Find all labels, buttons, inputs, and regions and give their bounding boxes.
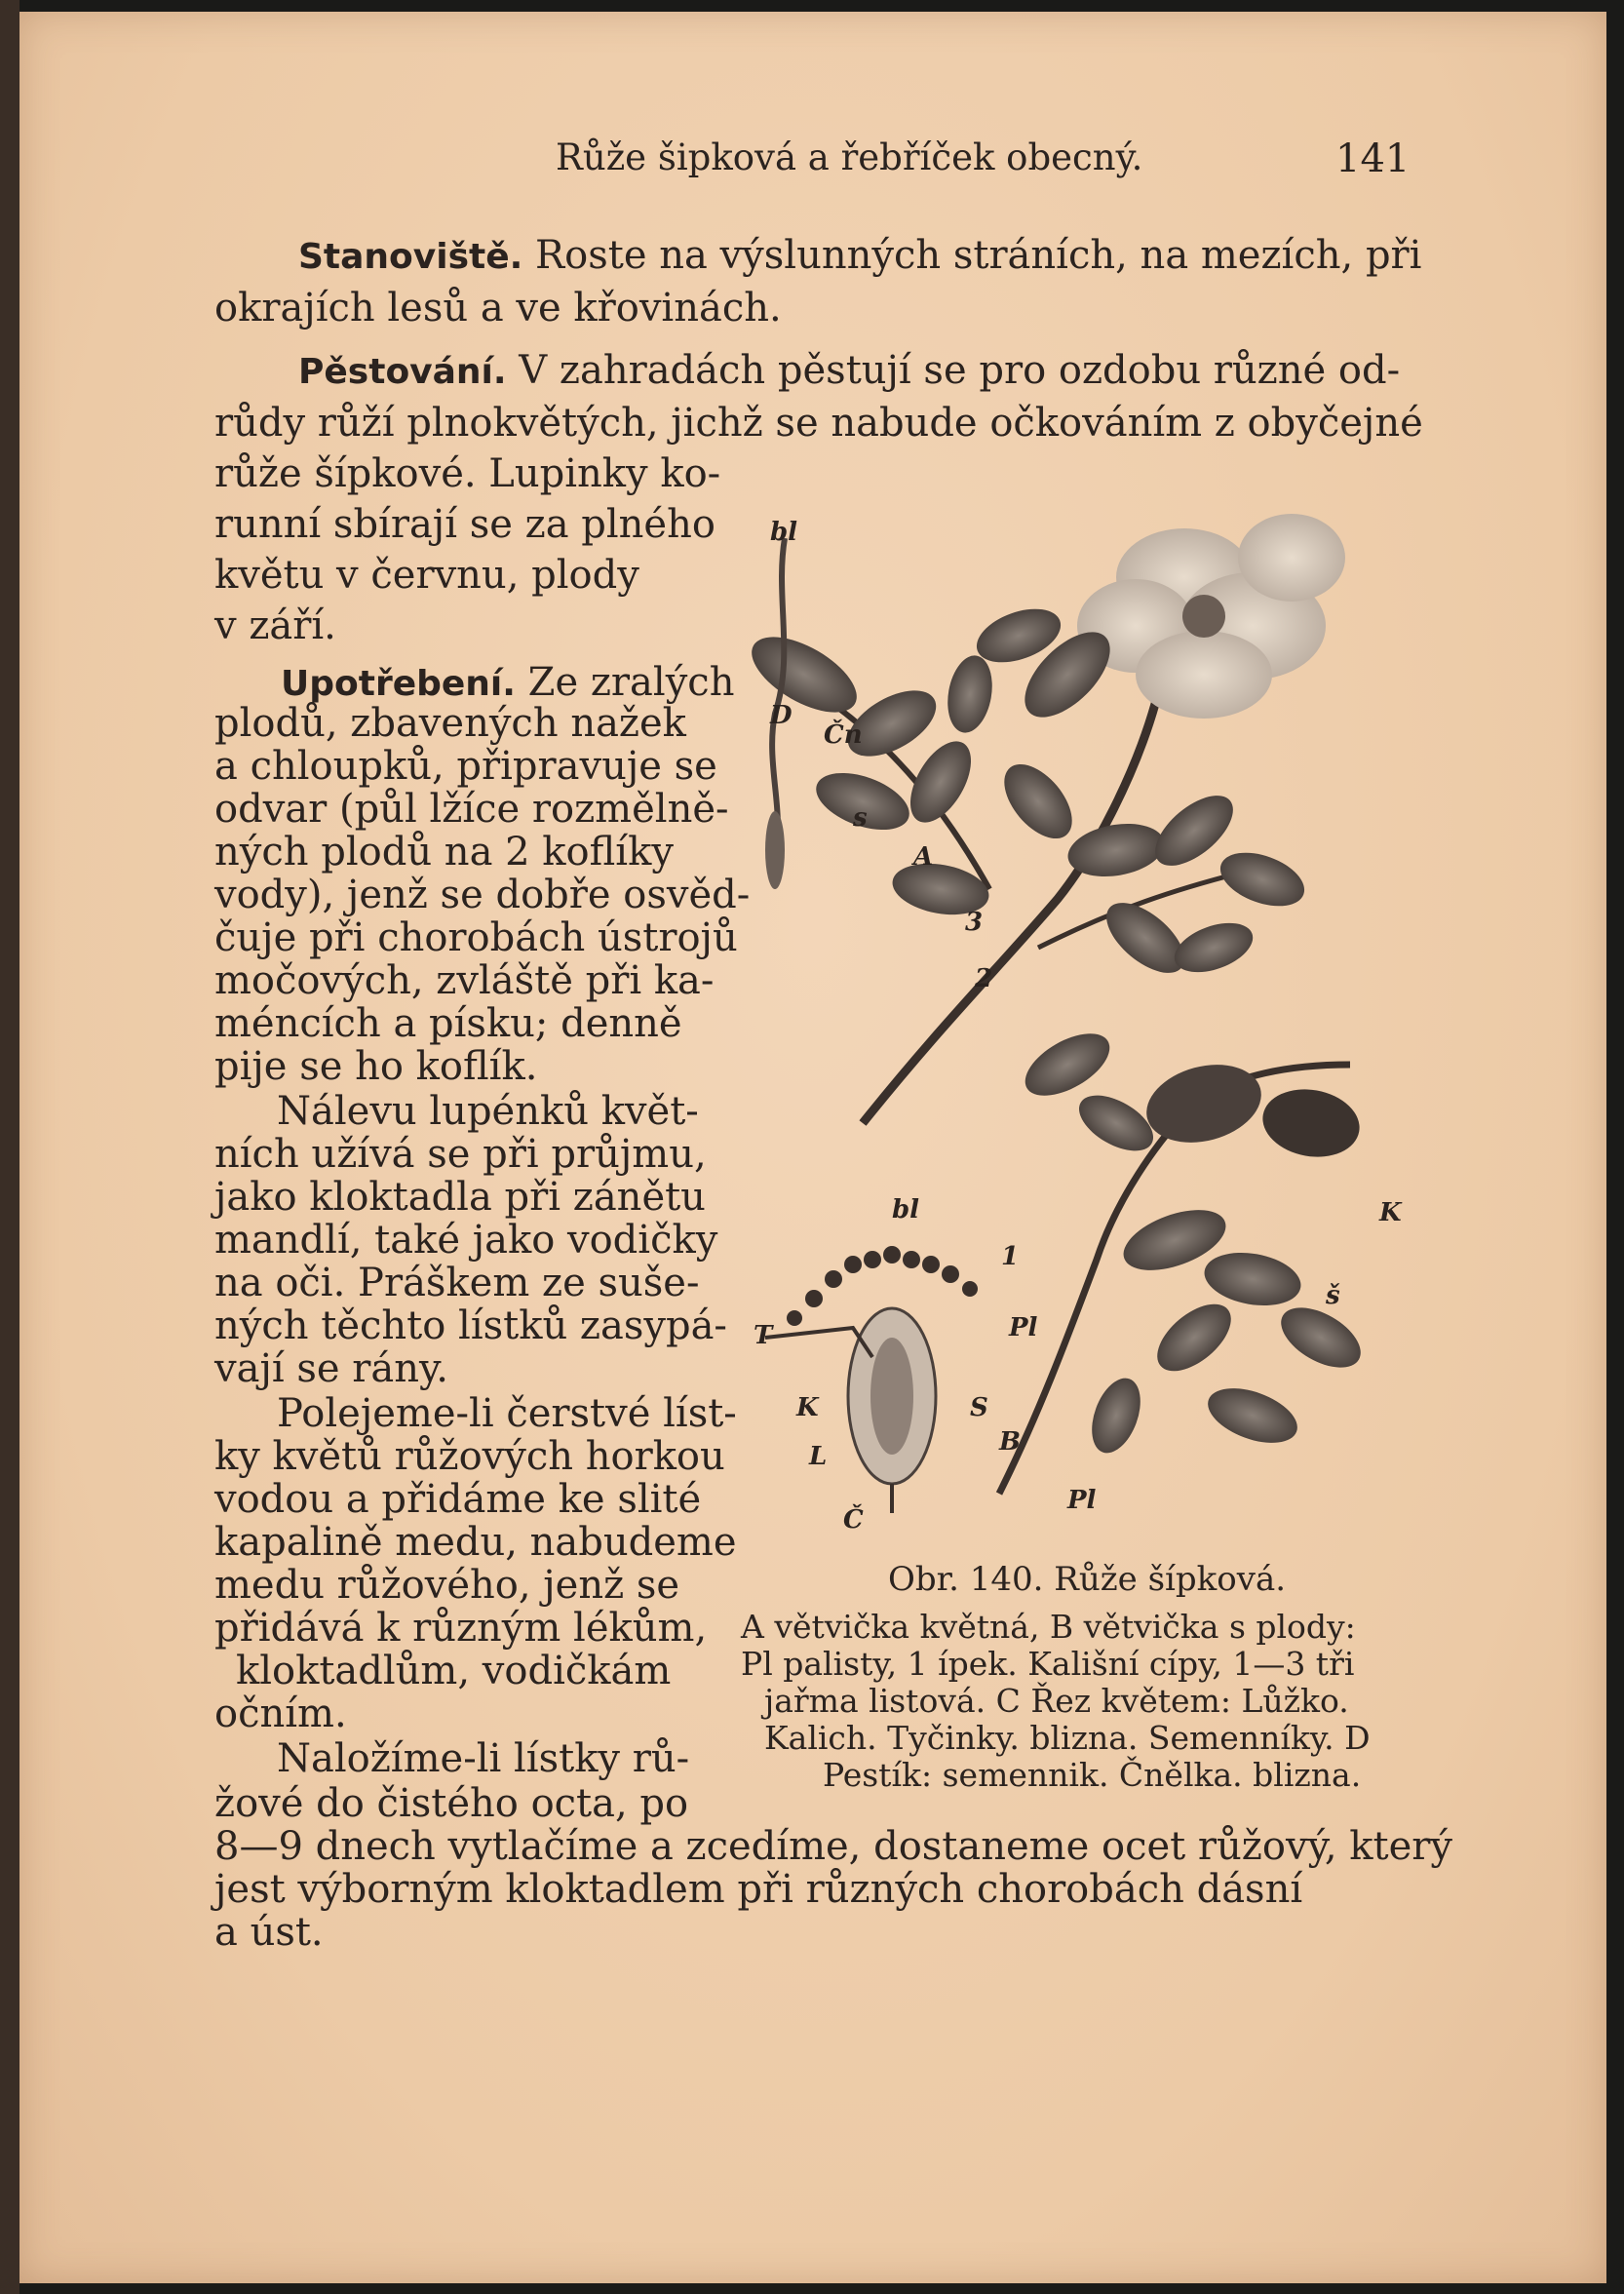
figure-label: Čn — [824, 720, 863, 750]
paragraph-line: mandlí, také jako vodičky — [214, 1218, 718, 1263]
paragraph-line: jest výborným kloktadlem při různých chorobách dásní — [214, 1867, 1303, 1912]
paragraph-line: žové do čistého octa, po — [214, 1781, 689, 1826]
caption-line: jařma listová. C Řez květem: Lůžko. — [764, 1682, 1349, 1720]
text-run: Roste na výslunných stráních, na mezích, při — [535, 233, 1422, 278]
paragraph-line: jako kloktadla při zánětu — [214, 1175, 706, 1220]
paragraph-line: ných plodů na 2 koflíky — [214, 830, 674, 875]
figure-label: Č — [843, 1505, 864, 1535]
paragraph-line: a chloupků, připravuje se — [214, 744, 717, 789]
caption-line: Pl palisty, 1 ípek. Kališní cípy, 1—3 tři — [741, 1645, 1355, 1683]
paragraph-line: vody), jenž se dobře osvěd- — [214, 873, 751, 917]
figure-label: Pl — [1009, 1313, 1038, 1342]
paragraph-line: růdy růží plnokvětých, jichž se nabude očkováním z obyčejné — [214, 401, 1423, 446]
paragraph-line — [298, 234, 1425, 279]
figure-label: B — [999, 1427, 1021, 1457]
figure-label: K — [1379, 1198, 1402, 1227]
paragraph-line: méncích a písku; denně — [214, 1001, 682, 1046]
figure-label: 3 — [965, 908, 984, 937]
figure-label: T — [754, 1321, 773, 1350]
book-page — [19, 12, 1606, 2283]
paragraph-line: medu růžového, jenž se — [214, 1563, 680, 1608]
ovary — [765, 811, 785, 889]
rose-flower — [1077, 514, 1345, 719]
paragraph-line: vají se rány. — [214, 1346, 448, 1391]
figure-label: bl — [770, 518, 798, 547]
section-heading: Pěstování. — [298, 352, 507, 392]
page-number: 141 — [1335, 136, 1411, 181]
figure-label: L — [809, 1442, 828, 1471]
paragraph-line: ních užívá se při průjmu, — [214, 1132, 707, 1177]
paragraph-line: runní sbírají se za plného — [214, 502, 715, 547]
paragraph-line: v září. — [214, 603, 336, 648]
paragraph-line: kapalině medu, nabudeme — [214, 1520, 737, 1565]
rose-drawing — [746, 480, 1438, 1552]
figure-label: s — [853, 803, 868, 833]
rose-hips — [1138, 1053, 1365, 1164]
paragraph-line: Nálevu lupénků květ- — [277, 1089, 699, 1134]
paragraph-line: odvar (půl lžíce rozmělně- — [214, 787, 729, 832]
paragraph-line: očním. — [214, 1691, 347, 1736]
section-heading: Upotřebení. — [281, 664, 516, 704]
paragraph-line: močových, zvláště při ka- — [214, 958, 715, 1003]
binding-edge — [0, 0, 19, 2294]
paragraph-line: čuje při chorobách ústrojů — [214, 915, 738, 960]
figure-label: š — [1326, 1281, 1340, 1310]
paragraph-line — [281, 661, 734, 706]
paragraph-line: vodou a přidáme ke slité — [214, 1477, 702, 1522]
paragraph-line: plodů, zbavených nažek — [214, 701, 686, 746]
caption-line: Kalich. Tyčinky. blizna. Semenníky. D — [764, 1719, 1371, 1757]
flower-section-c — [765, 1246, 978, 1513]
paragraph-line: přidává k různým lékům, — [214, 1606, 708, 1651]
paragraph-line: Naložíme-li lístky rů- — [277, 1736, 690, 1781]
paragraph-line: růže šípkové. Lupinky ko- — [214, 451, 721, 496]
rose-illustration — [746, 480, 1438, 1552]
paragraph-line: Polejeme-li čerstvé líst- — [277, 1391, 737, 1436]
paragraph-line: 8—9 dnech vytlačíme a zcedíme, dostaneme ocet růžový, který — [214, 1824, 1452, 1869]
paragraph-line: ky květů růžových horkou — [214, 1434, 725, 1479]
paragraph-line: ných těchto lístků zasypá- — [214, 1303, 727, 1348]
text-run: V zahradách pěstují se pro ozdobu různé od- — [519, 348, 1401, 393]
caption-line: Pestík: semennik. Čnělka. blizna. — [823, 1756, 1362, 1794]
running-title: Růže šipková a řebříček obecný. — [556, 136, 1143, 178]
caption-title: Obr. 140. Růže šípková. — [887, 1560, 1287, 1599]
figure-label: K — [796, 1393, 819, 1422]
figure-label: S — [970, 1393, 988, 1422]
section-heading: Stanoviště. — [298, 237, 523, 277]
figure-label: A — [913, 842, 934, 872]
text-run: Ze zralých — [527, 660, 735, 705]
figure-label: Pl — [1067, 1486, 1097, 1515]
figure-caption — [741, 1560, 1433, 1794]
leaf-cluster-upper — [746, 599, 1125, 921]
leaf-cluster-middle — [991, 752, 1312, 986]
caption-line: A větvička květná, B větvička s plody: — [741, 1608, 1356, 1646]
paragraph-line: květu v červnu, plody — [214, 553, 639, 598]
pistil-d — [772, 538, 785, 850]
figure-label: D — [770, 701, 793, 730]
figure-label: 1 — [1001, 1242, 1020, 1271]
paragraph-line: okrajích lesů a ve křovinách. — [214, 286, 782, 330]
figure-label: bl — [892, 1195, 920, 1225]
page-header — [214, 136, 1425, 187]
paragraph-line: pije se ho koflík. — [214, 1044, 538, 1089]
paragraph-line: a úst. — [214, 1910, 324, 1955]
paragraph-line: na oči. Práškem ze suše- — [214, 1261, 700, 1305]
paragraph-line: kloktadlům, vodičkám — [236, 1649, 672, 1693]
figure-label: 2 — [975, 964, 993, 993]
paragraph-line — [298, 349, 1425, 394]
